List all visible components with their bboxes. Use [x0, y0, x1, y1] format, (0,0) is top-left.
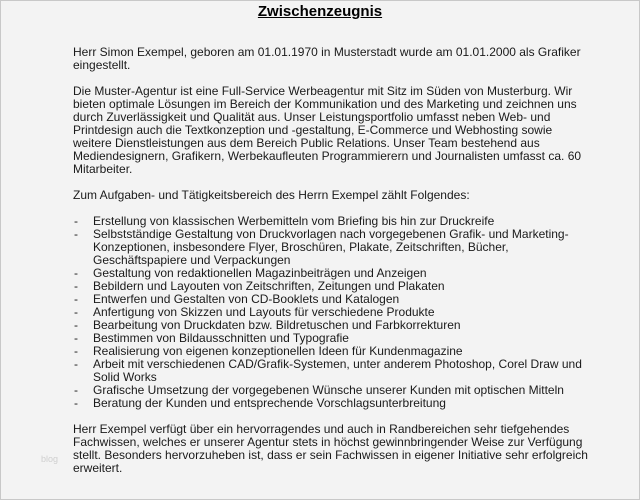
watermark-text: blog: [41, 454, 59, 464]
task-text: Erstellung von klassischen Werbemitteln vom Briefing bis hin zur Druckreife: [93, 214, 495, 228]
task-text: Bebildern und Layouten von Zeitschriften, Zeitungen und Plakaten: [93, 279, 445, 293]
task-text: Realisierung von eigenen konzeptionellen Ideen für Kundenmagazine: [93, 344, 463, 358]
bullet-dash-icon: -: [74, 279, 78, 293]
bullet-dash-icon: -: [74, 266, 78, 280]
task-text: Entwerfen und Gestalten von CD-Booklets und Katalogen: [93, 292, 400, 306]
intro-paragraph: Herr Simon Exempel, geboren am 01.01.1970 in Musterstadt wurde am 01.01.2000 als Grafiker eingestellt.: [73, 45, 581, 72]
document-body: [73, 46, 593, 488]
bullet-dash-icon: -: [74, 227, 78, 241]
task-text: Gestaltung von redaktionellen Magazinbeiträgen und Anzeigen: [93, 266, 427, 280]
task-text: Anfertigung von Skizzen und Layouts für verschiedene Produkte: [93, 305, 435, 319]
bullet-dash-icon: -: [74, 214, 78, 228]
bullet-dash-icon: -: [74, 383, 78, 397]
bullet-dash-icon: -: [74, 331, 78, 345]
company-paragraph: Die Muster-Agentur ist eine Full-Service Werbeagentur mit Sitz im Süden von Musterburg. Wir bieten optimale Lösungen im Bereich der Kommunikation und des Marketing und zeichnen uns durch Zuverlässigkeit und Qualität aus. Unser Leistungsportfolio umfasst neben Web- und Printdesign auch die Textkonzeption und -gestaltung, E-Commerce und Webhosting sowie weitere Dienstleistungen aus dem Bereich Public Relations. Unser Team bestehend aus Mediendesignern, Grafikern, Werbekaufleuten Programmierern und Journalisten umfasst ca. 60 Mitarbeiter.: [73, 84, 582, 176]
task-text: Arbeit mit verschiedenen CAD/Grafik-Systemen, unter anderem Photoshop, Corel Draw und Solid Works: [93, 357, 582, 384]
bullet-dash-icon: -: [74, 396, 78, 410]
task-text: Bestimmen von Bildausschnitten und Typografie: [93, 331, 349, 345]
tasks-list: [73, 215, 593, 410]
task-text: Beratung der Kunden und entsprechende Vorschlagsunterbreitung: [93, 396, 446, 410]
task-text: Bearbeitung von Druckdaten bzw. Bildretuschen und Farbkorrekturen: [93, 318, 461, 332]
bullet-dash-icon: -: [74, 357, 78, 371]
task-item: [73, 397, 593, 410]
bullet-dash-icon: -: [74, 318, 78, 332]
task-text: Selbstständige Gestaltung von Druckvorlagen nach vorgegebenen Grafik- und Marketing-Konzeptionen, insbesondere Flyer, Broschüren, Plakate, Zeitschriften, Bücher, Geschäftspapiere und Verpackungen: [93, 227, 569, 267]
closing-paragraph: Herr Exempel verfügt über ein hervorragendes und auch in Randbereichen sehr tiefgehendes Fachwissen, welches er unserer Agentur stets in höchst gewinnbringender Weise zur Verfügung stellt. Besonders hervorzuheben ist, dass er sein Fachwissen in eigener Initiative sehr erfolgreich erweitert.: [73, 422, 588, 475]
bullet-dash-icon: -: [74, 344, 78, 358]
bullet-dash-icon: -: [74, 305, 78, 319]
tasks-intro-paragraph: Zum Aufgaben- und Tätigkeitsbereich des Herrn Exempel zählt Folgendes:: [73, 188, 470, 202]
document-title: Zwischenzeugnis: [257, 3, 383, 20]
task-item: [73, 358, 593, 384]
task-text: Grafische Umsetzung der vorgegebenen Wünsche unserer Kunden mit optischen Mitteln: [93, 383, 564, 397]
bullet-dash-icon: -: [74, 292, 78, 306]
task-item: [73, 228, 593, 267]
